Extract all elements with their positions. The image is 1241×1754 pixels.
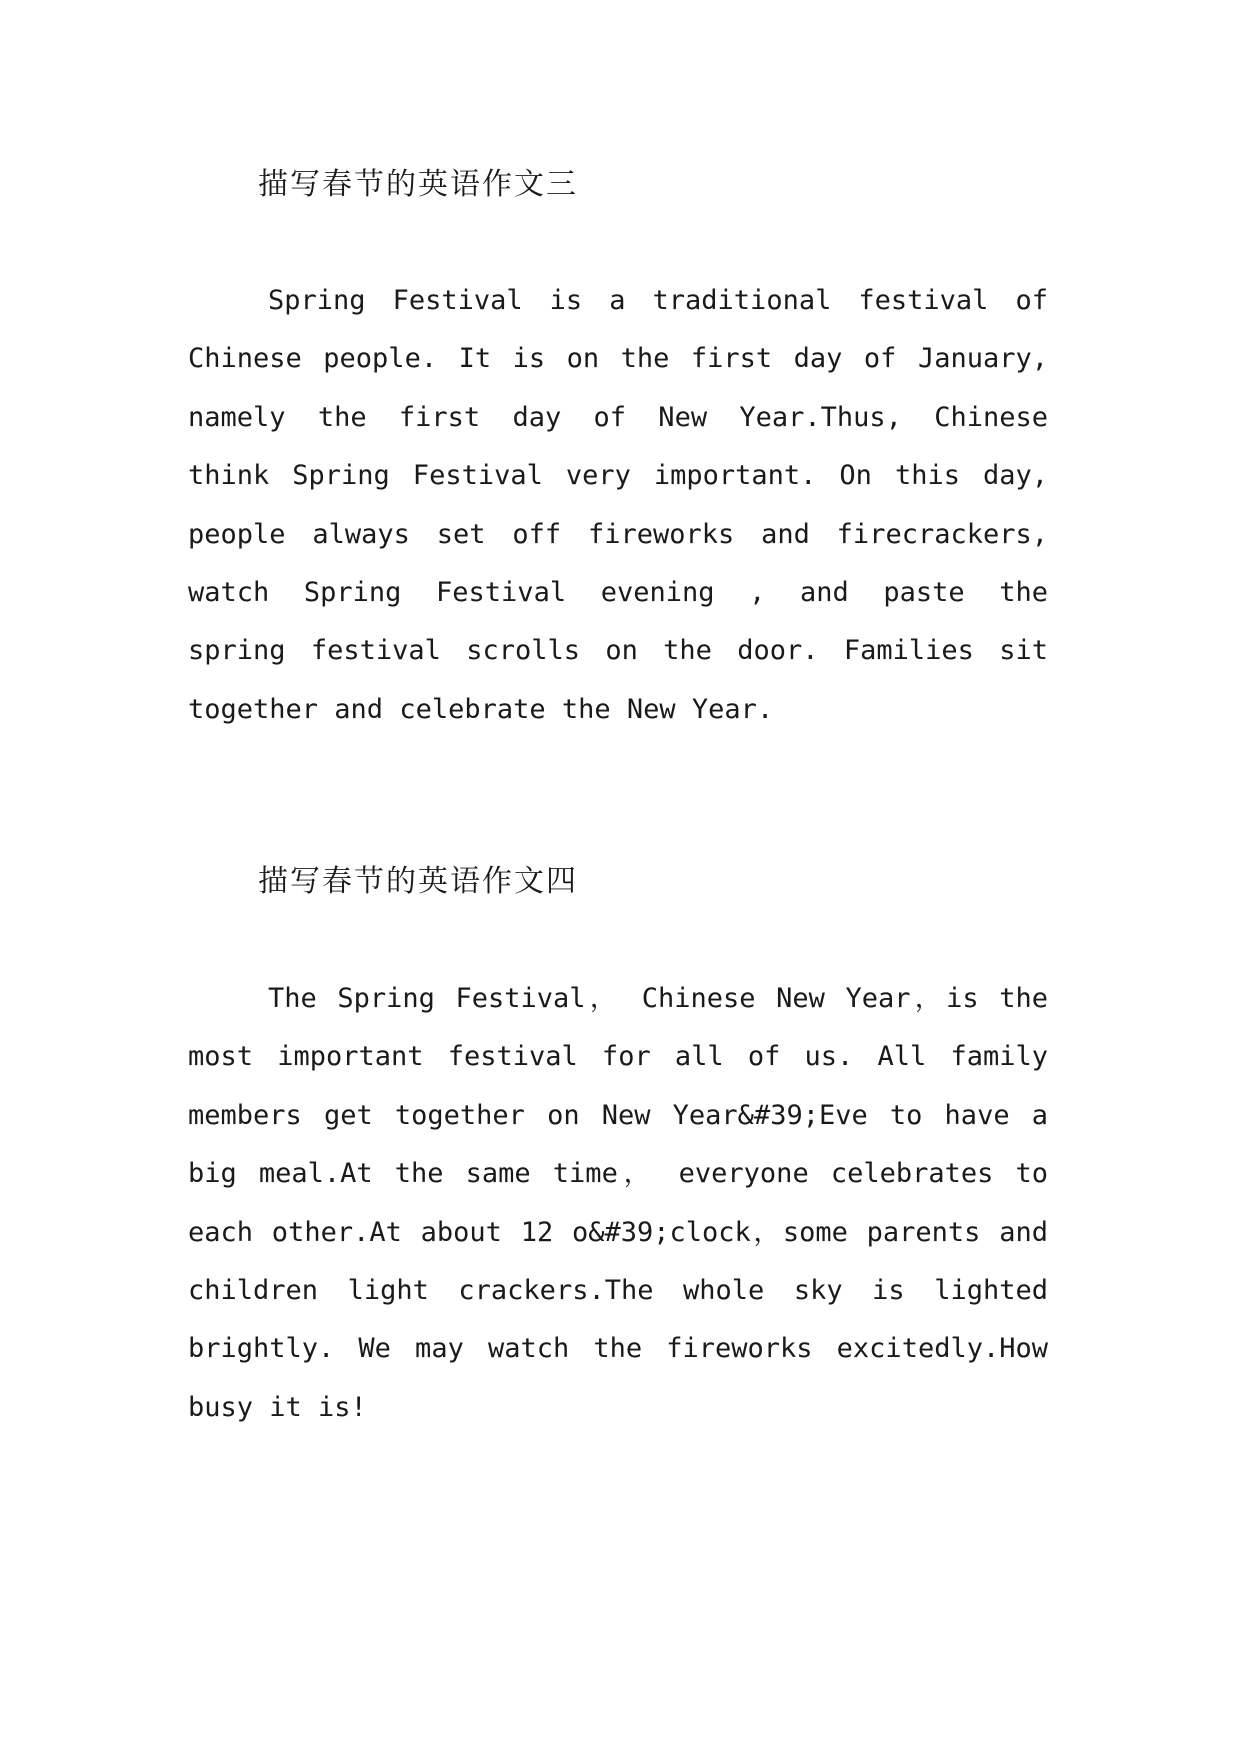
paragraph-line: Chinese people. It is on the first day of January, (188, 343, 1048, 375)
paragraph-line: members get together on New Year&#39;Eve to have a (188, 1099, 1048, 1131)
paragraph-line: children light crackers.The whole sky is lighted (188, 1274, 1048, 1306)
paragraph-line: people always set off fireworks and firecrackers, (188, 518, 1048, 550)
paragraph-line: spring festival scrolls on the door. Families sit (188, 635, 1048, 667)
paragraph-line: think Spring Festival very important. On this day, (188, 460, 1048, 492)
paragraph-line: brightly. We may watch the fireworks excitedly.How (188, 1333, 1048, 1365)
section-heading: 描写春节的英语作文三 (258, 167, 578, 202)
paragraph-line: big meal.At the same time， everyone celebrates to (188, 1158, 1048, 1190)
paragraph (188, 970, 1048, 1437)
paragraph-line: each other.At about 12 o&#39;clock，some parents and (188, 1216, 1048, 1248)
paragraph-line: busy it is! (188, 1391, 367, 1423)
paragraph-line: The Spring Festival， Chinese New Year，is the (268, 983, 1048, 1014)
paragraph (188, 272, 1048, 739)
paragraph-line: together and celebrate the New Year. (188, 693, 774, 725)
section-heading: 描写春节的英语作文四 (258, 864, 578, 899)
paragraph-line: Spring Festival is a traditional festival of (268, 285, 1048, 316)
paragraph-line: most important festival for all of us. All family (188, 1041, 1048, 1073)
paragraph-line: watch Spring Festival evening , and paste the (188, 576, 1048, 608)
paragraph-line: namely the first day of New Year.Thus, Chinese (188, 401, 1048, 433)
